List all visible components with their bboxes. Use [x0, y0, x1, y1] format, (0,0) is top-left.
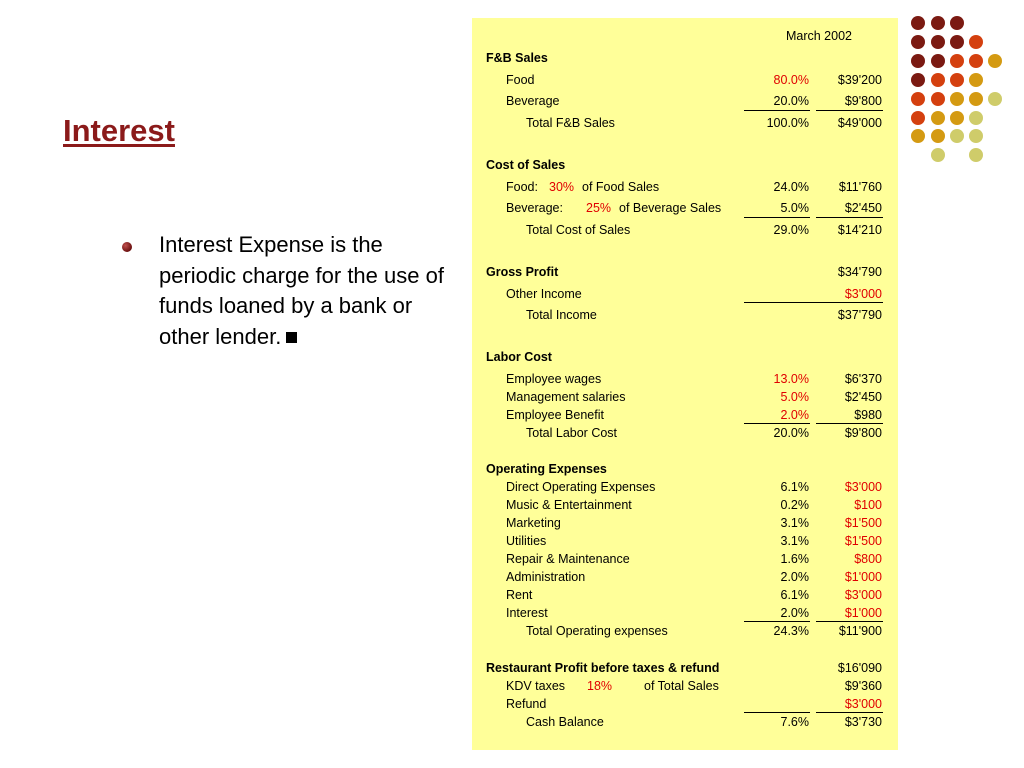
decor-dot-icon: [969, 148, 983, 162]
section-heading: [472, 263, 898, 281]
row-amount: $1'500: [844, 534, 882, 548]
table-row: [472, 586, 898, 604]
decor-dot-icon: [950, 129, 964, 143]
row-label: Marketing: [506, 516, 561, 530]
table-row: [472, 550, 898, 568]
decor-dot-icon: [911, 35, 925, 49]
row-amount: $3'000: [844, 588, 882, 602]
row-label: Cash Balance: [526, 715, 604, 729]
decor-dot-icon: [950, 16, 964, 30]
row-desc: of Beverage Sales: [619, 201, 722, 215]
row-pct: 5.0%: [780, 390, 809, 404]
table-row: [472, 568, 898, 586]
row-rate: 30%: [549, 180, 575, 194]
row-pct: 2.0%: [780, 606, 809, 620]
row-label: Interest: [506, 606, 548, 620]
decor-dot-icon: [950, 111, 964, 125]
row-pct: 24.0%: [773, 180, 809, 194]
row-amount: $3'000: [844, 287, 882, 301]
row-amount: $11'900: [838, 624, 882, 638]
row-label: Food:: [506, 180, 538, 194]
row-label: Employee Benefit: [506, 408, 604, 422]
section-heading: [472, 460, 898, 478]
row-label: Refund: [506, 697, 547, 711]
table-row: [472, 695, 898, 713]
row-pct: 7.6%: [780, 715, 809, 729]
decor-dot-icon: [988, 54, 1002, 68]
decor-dot-icon: [931, 35, 945, 49]
table-row: [472, 370, 898, 388]
decor-dot-icon: [911, 92, 925, 106]
row-label: Beverage: [506, 94, 560, 108]
decor-dot-icon: [969, 92, 983, 106]
table-row: [472, 388, 898, 406]
row-amount: $1'500: [844, 516, 882, 530]
row-pct: 13.0%: [773, 372, 809, 386]
row-amount: $6'370: [844, 372, 882, 386]
decor-dot-icon: [911, 73, 925, 87]
row-pct: 6.1%: [780, 480, 809, 494]
decor-dot-icon: [969, 54, 983, 68]
decor-dot-icon: [950, 35, 964, 49]
row-label: Total Operating expenses: [526, 624, 668, 638]
row-pct: 6.1%: [780, 588, 809, 602]
underline-rule: [744, 110, 810, 111]
row-pct: 0.2%: [780, 498, 809, 512]
row-label: Total F&B Sales: [526, 116, 615, 130]
total-row: [472, 306, 898, 324]
row-amount: $1'000: [844, 606, 882, 620]
table-row: [472, 532, 898, 550]
section-heading: [472, 348, 898, 366]
row-amount: $37'790: [837, 308, 882, 322]
decor-dot-icon: [911, 54, 925, 68]
decor-dot-icon: [931, 73, 945, 87]
section-heading: [472, 659, 898, 677]
decor-dot-icon: [931, 16, 945, 30]
row-label: Total Cost of Sales: [526, 223, 631, 237]
row-label: Employee wages: [506, 372, 602, 386]
table-row: [472, 406, 898, 424]
row-amount: $1'000: [844, 570, 882, 584]
bullet-text: [159, 230, 459, 352]
row-pct: 5.0%: [780, 201, 809, 215]
decor-dot-icon: [931, 148, 945, 162]
row-amount: $980: [854, 408, 882, 422]
row-pct: 24.3%: [773, 624, 809, 638]
labor-cost-heading: Labor Cost: [486, 350, 552, 364]
row-amount: $3'000: [844, 697, 882, 711]
decor-dot-icon: [969, 129, 983, 143]
row-label: Total Income: [526, 308, 597, 322]
row-rate: 25%: [586, 201, 612, 215]
underline-rule: [816, 110, 883, 111]
row-pct: 29.0%: [773, 223, 809, 237]
row-amount: $16'090: [837, 661, 882, 675]
decor-dot-icon: [931, 111, 945, 125]
table-row: [472, 496, 898, 514]
table-row: [472, 514, 898, 532]
row-amount: $100: [854, 498, 882, 512]
row-rate: 18%: [587, 679, 613, 693]
table-row: [472, 285, 898, 303]
row-label: Music & Entertainment: [506, 498, 632, 512]
row-amount: $14'210: [837, 223, 882, 237]
row-label: Management salaries: [506, 390, 626, 404]
slide-title: Interest: [63, 113, 175, 148]
restaurant-profit-heading: Restaurant Profit before taxes & refund: [486, 661, 720, 675]
decor-dot-icon: [950, 73, 964, 87]
row-amount: $11'760: [838, 180, 882, 194]
decor-dot-icon: [988, 92, 1002, 106]
column-header-month: March 2002: [785, 29, 852, 43]
row-amount: $34'790: [837, 265, 882, 279]
gross-profit-heading: Gross Profit: [486, 265, 559, 279]
table-row: [472, 71, 898, 89]
row-amount: $9'800: [844, 426, 882, 440]
row-label: Administration: [506, 570, 586, 584]
decor-dot-icon: [969, 111, 983, 125]
row-label: Direct Operating Expenses: [506, 480, 656, 494]
decor-dot-icon: [931, 92, 945, 106]
decor-dot-icon: [931, 129, 945, 143]
operating-expenses-heading: Operating Expenses: [486, 462, 607, 476]
decor-dot-icon: [911, 111, 925, 125]
row-label: Utilities: [506, 534, 547, 548]
row-pct: 80.0%: [773, 73, 809, 87]
row-amount: $2'450: [844, 201, 882, 215]
row-amount: $9'360: [844, 679, 882, 693]
row-label: KDV taxes: [506, 679, 566, 693]
row-pct: 20.0%: [773, 426, 809, 440]
section-heading: [472, 49, 898, 67]
row-amount: $2'450: [844, 390, 882, 404]
bullet-text-content: Interest Expense is the periodic charge for the use of funds loaned by a bank or other lender.: [159, 232, 444, 349]
row-pct: 3.1%: [780, 516, 809, 530]
table-row: [472, 199, 898, 217]
row-amount: $3'000: [844, 480, 882, 494]
fb-sales-heading: F&B Sales: [486, 51, 548, 65]
row-pct: 100.0%: [766, 116, 809, 130]
row-amount: $39'200: [837, 73, 882, 87]
row-amount: $9'800: [844, 94, 882, 108]
row-pct: 20.0%: [773, 94, 809, 108]
section-heading: [472, 156, 898, 174]
row-amount: $3'730: [844, 715, 882, 729]
row-label: Rent: [506, 588, 533, 602]
row-pct: 2.0%: [780, 570, 809, 584]
row-pct: 1.6%: [780, 552, 809, 566]
row-label: Total Labor Cost: [526, 426, 618, 440]
total-row: [472, 221, 898, 239]
decor-dot-icon: [931, 54, 945, 68]
income-statement-table: [472, 18, 898, 750]
row-pct: 3.1%: [780, 534, 809, 548]
bullet-icon: [122, 242, 132, 252]
row-amount: $49'000: [837, 116, 882, 130]
row-label: Beverage:: [506, 201, 563, 215]
underline-rule: [744, 302, 883, 303]
total-row: [472, 424, 898, 442]
table-row: [472, 604, 898, 622]
decor-dot-icon: [950, 54, 964, 68]
row-amount: $800: [854, 552, 882, 566]
decor-dot-icon: [969, 35, 983, 49]
row-pct: 2.0%: [780, 408, 809, 422]
total-row: [472, 114, 898, 132]
table-row: [472, 478, 898, 496]
table-row: [472, 178, 898, 196]
underline-rule: [816, 217, 883, 218]
end-square-icon: [286, 332, 297, 343]
cost-of-sales-heading: Cost of Sales: [486, 158, 566, 172]
decor-dot-icon: [911, 129, 925, 143]
table-header-row: [472, 27, 898, 45]
row-desc: of Food Sales: [582, 180, 660, 194]
row-label: Other Income: [506, 287, 582, 301]
decor-dot-icon: [969, 73, 983, 87]
underline-rule: [744, 217, 810, 218]
table-row: [472, 677, 898, 695]
row-label: Repair & Maintenance: [506, 552, 630, 566]
decor-dot-icon: [950, 92, 964, 106]
row-desc: of Total Sales: [644, 679, 719, 693]
row-label: Food: [506, 73, 535, 87]
total-row: [472, 713, 898, 731]
total-row: [472, 622, 898, 640]
decor-dot-icon: [911, 16, 925, 30]
table-row: [472, 92, 898, 110]
